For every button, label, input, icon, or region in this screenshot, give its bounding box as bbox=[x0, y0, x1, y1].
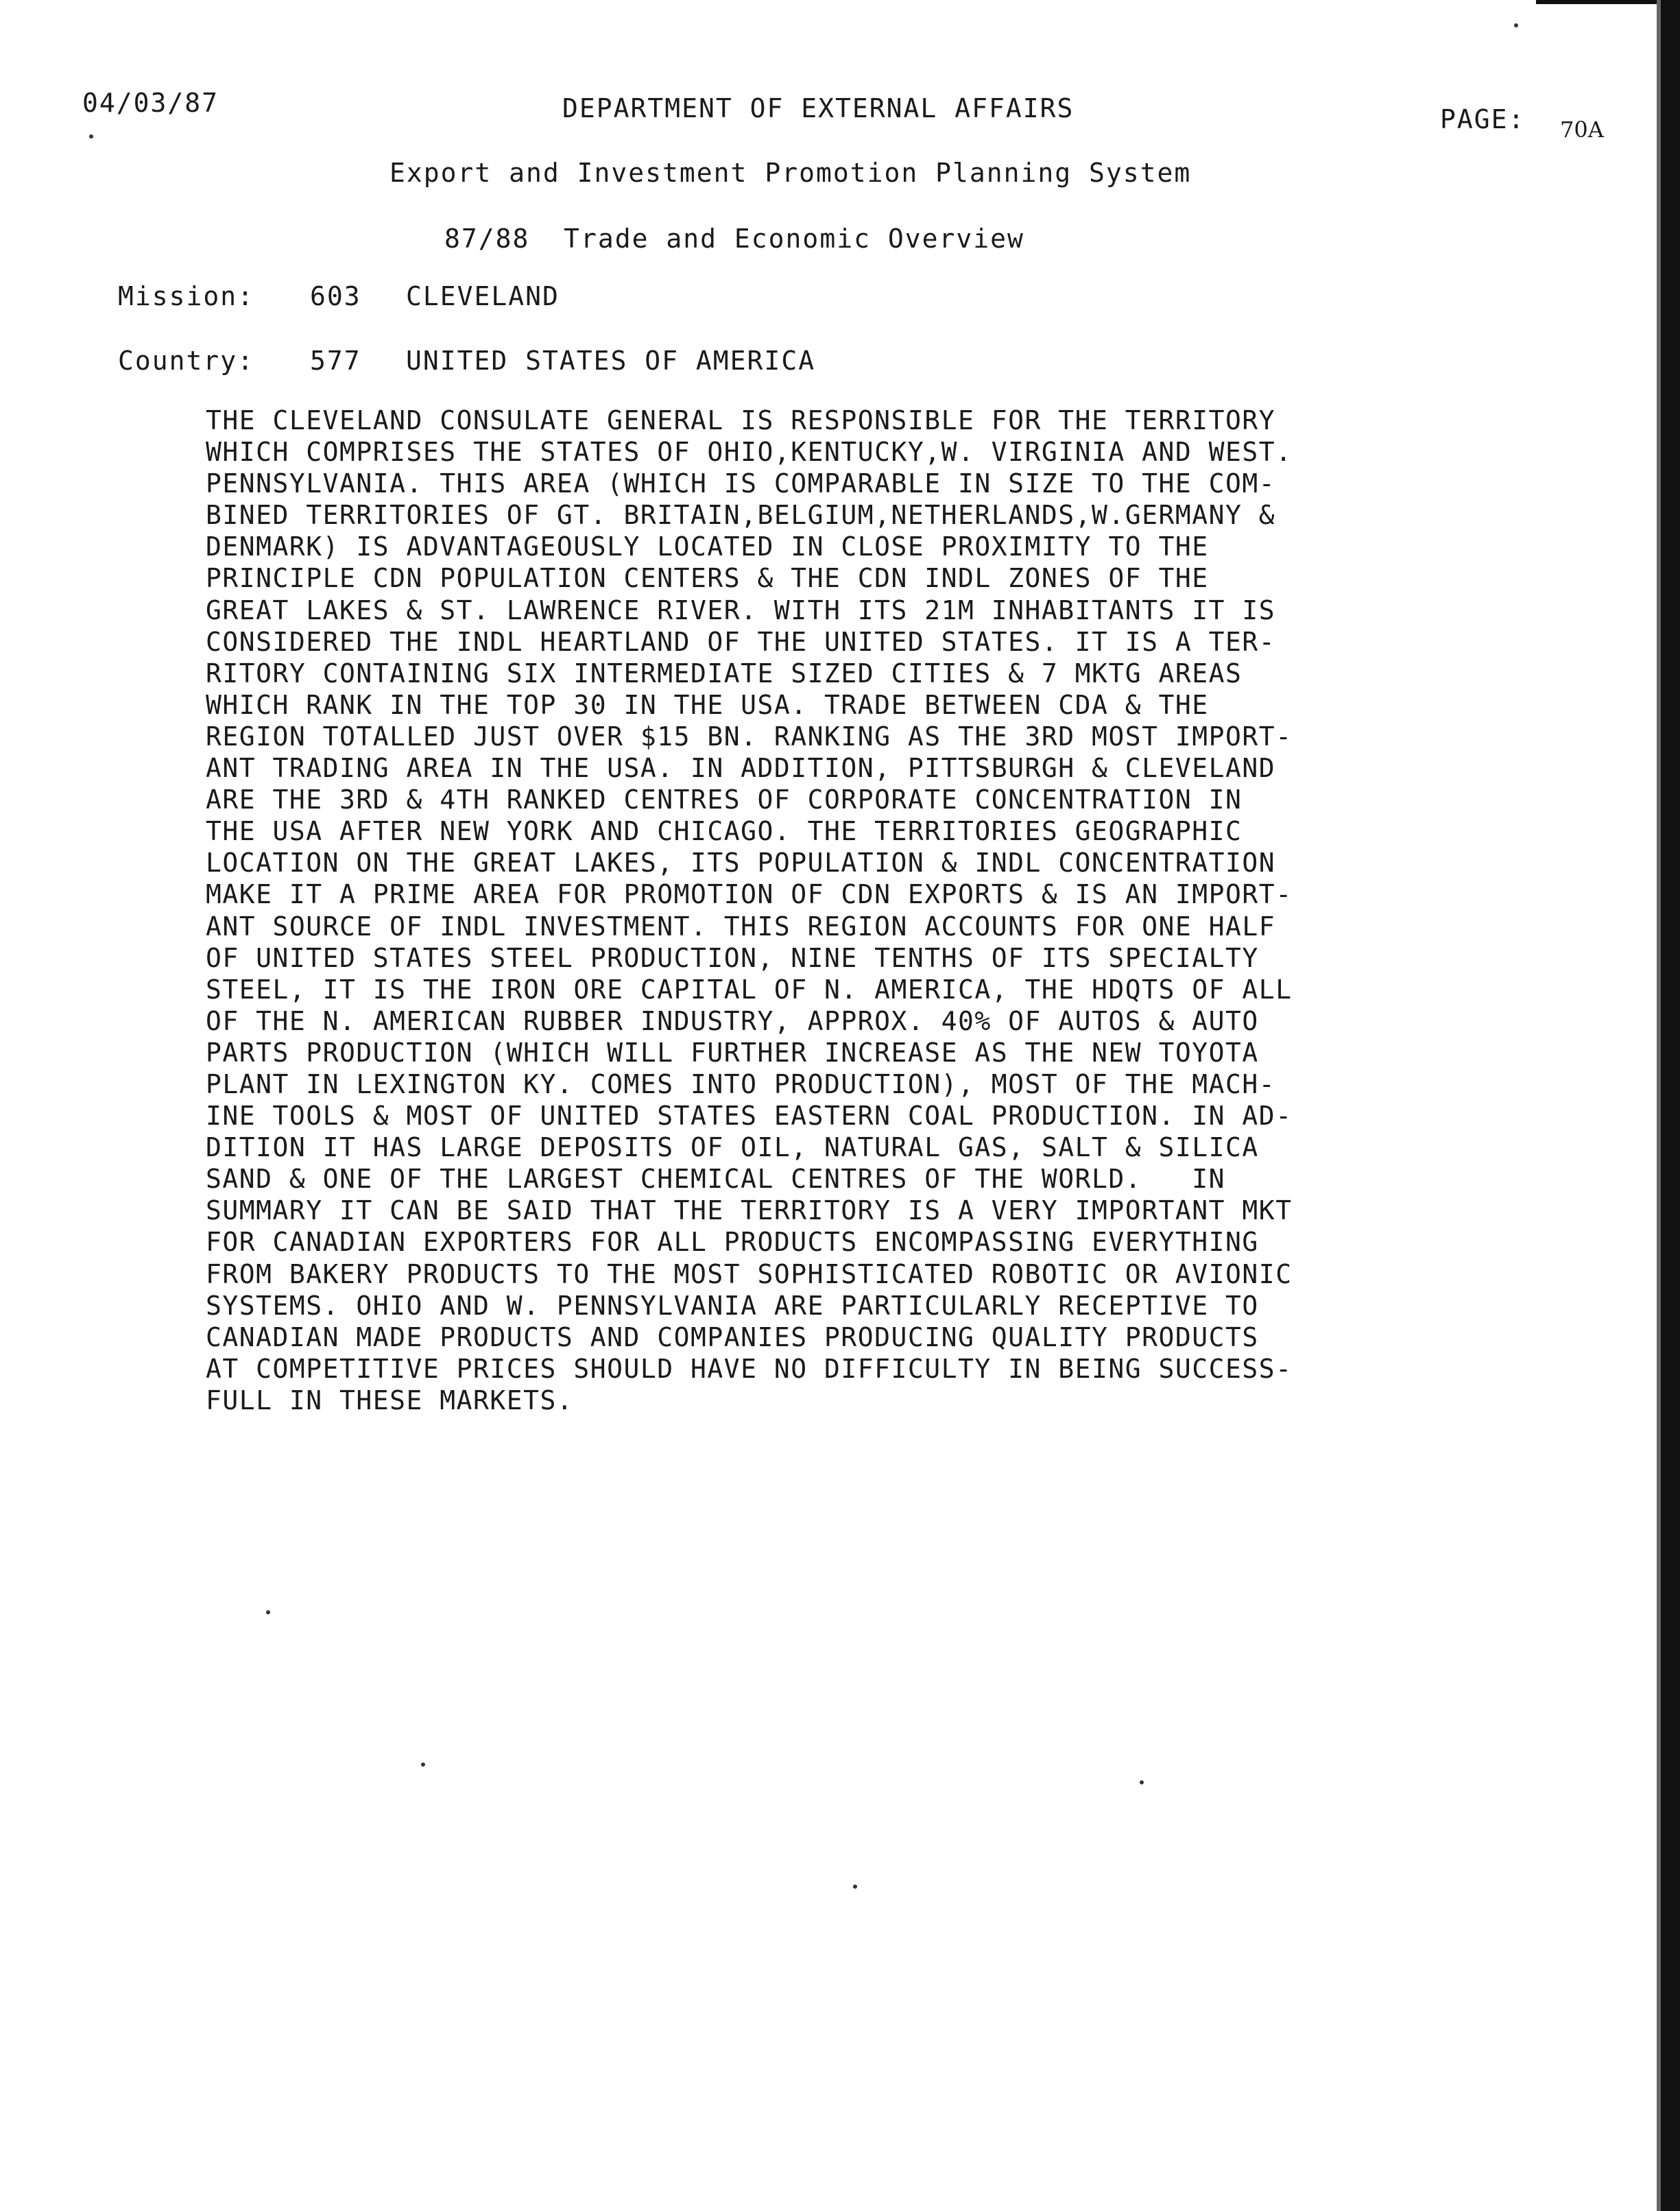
scan-speck bbox=[421, 1762, 425, 1767]
report-date: 04/03/87 bbox=[82, 88, 219, 118]
body-line: OF UNITED STATES STEEL PRODUCTION, NINE TENTHS OF ITS SPECIALTY bbox=[206, 942, 1259, 973]
country-row bbox=[118, 346, 815, 376]
mission-code: 603 bbox=[310, 281, 361, 311]
scan-speck bbox=[1140, 1780, 1144, 1784]
mission-name: CLEVELAND bbox=[406, 281, 560, 311]
body-line: OF THE N. AMERICAN RUBBER INDUSTRY, APPROX. 40% OF AUTOS & AUTO bbox=[206, 1005, 1259, 1036]
mission-row bbox=[118, 281, 560, 311]
scan-speck bbox=[266, 1610, 270, 1614]
body-line: RITORY CONTAINING SIX INTERMEDIATE SIZED CITIES & 7 MKTG AREAS bbox=[206, 658, 1243, 689]
body-line: CANADIAN MADE PRODUCTS AND COMPANIES PRODUCING QUALITY PRODUCTS bbox=[206, 1322, 1259, 1352]
body-line: INE TOOLS & MOST OF UNITED STATES EASTERN COAL PRODUCTION. IN AD- bbox=[206, 1101, 1293, 1132]
body-line: SAND & ONE OF THE LARGEST CHEMICAL CENTRES OF THE WORLD. IN bbox=[206, 1164, 1226, 1195]
body-line: FROM BAKERY PRODUCTS TO THE MOST SOPHISTICATED ROBOTIC OR AVIONIC bbox=[206, 1258, 1293, 1289]
body-line: GREAT LAKES & ST. LAWRENCE RIVER. WITH ITS 21M INHABITANTS IT IS bbox=[206, 595, 1276, 625]
scan-speck bbox=[853, 1885, 857, 1889]
body-line: THE CLEVELAND CONSULATE GENERAL IS RESPONSIBLE FOR THE TERRITORY bbox=[206, 405, 1276, 435]
body-line: DITION IT HAS LARGE DEPOSITS OF OIL, NATURAL GAS, SALT & SILICA bbox=[206, 1132, 1259, 1163]
overview-body bbox=[206, 405, 1461, 1416]
page-label: PAGE: bbox=[1440, 104, 1526, 134]
body-line: LOCATION ON THE GREAT LAKES, ITS POPULATION & INDL CONCENTRATION bbox=[206, 848, 1276, 879]
page-edge-bar bbox=[1661, 0, 1680, 2211]
country-name: UNITED STATES OF AMERICA bbox=[406, 346, 816, 376]
mission-label: Mission: bbox=[118, 281, 255, 311]
body-line: SUMMARY IT CAN BE SAID THAT THE TERRITORY IS A VERY IMPORTANT MKT bbox=[206, 1195, 1293, 1226]
page-number: 70A bbox=[1560, 117, 1604, 143]
body-line: PENNSYLVANIA. THIS AREA (WHICH IS COMPARABLE IN SIZE TO THE COM- bbox=[206, 468, 1276, 499]
body-line: CONSIDERED THE INDL HEARTLAND OF THE UNITED STATES. IT IS A TER- bbox=[206, 626, 1276, 657]
body-line: ANT SOURCE OF INDL INVESTMENT. THIS REGION ACCOUNTS FOR ONE HALF bbox=[206, 911, 1276, 942]
body-line: ARE THE 3RD & 4TH RANKED CENTRES OF CORPORATE CONCENTRATION IN bbox=[206, 785, 1243, 815]
body-line: PARTS PRODUCTION (WHICH WILL FURTHER INCREASE AS THE NEW TOYOTA bbox=[206, 1037, 1259, 1068]
body-line: ANT TRADING AREA IN THE USA. IN ADDITION, PITTSBURGH & CLEVELAND bbox=[206, 753, 1276, 784]
department-title: DEPARTMENT OF EXTERNAL AFFAIRS bbox=[562, 93, 1075, 123]
body-line: AT COMPETITIVE PRICES SHOULD HAVE NO DIFFICULTY IN BEING SUCCESS- bbox=[206, 1353, 1293, 1384]
overview-title: 87/88 Trade and Economic Overview bbox=[444, 224, 1024, 254]
scan-speck bbox=[1514, 23, 1518, 27]
scan-speck bbox=[89, 134, 93, 139]
body-line: PRINCIPLE CDN POPULATION CENTERS & THE CDN INDL ZONES OF THE bbox=[206, 563, 1209, 594]
body-line: FULL IN THESE MARKETS. bbox=[206, 1385, 574, 1415]
body-line: FOR CANADIAN EXPORTERS FOR ALL PRODUCTS ENCOMPASSING EVERYTHING bbox=[206, 1227, 1259, 1258]
system-title: Export and Investment Promotion Planning System bbox=[389, 158, 1192, 188]
body-line: WHICH COMPRISES THE STATES OF OHIO,KENTUCKY,W. VIRGINIA AND WEST. bbox=[206, 437, 1293, 468]
body-line: THE USA AFTER NEW YORK AND CHICAGO. THE TERRITORIES GEOGRAPHIC bbox=[206, 816, 1243, 847]
body-line: PLANT IN LEXINGTON KY. COMES INTO PRODUCTION), MOST OF THE MACH- bbox=[206, 1068, 1276, 1099]
body-line: WHICH RANK IN THE TOP 30 IN THE USA. TRADE BETWEEN CDA & THE bbox=[206, 689, 1209, 720]
body-line: MAKE IT A PRIME AREA FOR PROMOTION OF CDN EXPORTS & IS AN IMPORT- bbox=[206, 879, 1293, 910]
body-line: BINED TERRITORIES OF GT. BRITAIN,BELGIUM,NETHERLANDS,W.GERMANY & bbox=[206, 500, 1276, 531]
country-label: Country: bbox=[118, 346, 255, 376]
body-line: STEEL, IT IS THE IRON ORE CAPITAL OF N. AMERICA, THE HDQTS OF ALL bbox=[206, 974, 1293, 1005]
body-line: SYSTEMS. OHIO AND W. PENNSYLVANIA ARE PARTICULARLY RECEPTIVE TO bbox=[206, 1290, 1259, 1321]
body-line: DENMARK) IS ADVANTAGEOUSLY LOCATED IN CLOSE PROXIMITY TO THE bbox=[206, 531, 1209, 562]
country-code: 577 bbox=[310, 346, 361, 376]
body-line: REGION TOTALLED JUST OVER $15 BN. RANKING AS THE 3RD MOST IMPORT- bbox=[206, 721, 1293, 752]
